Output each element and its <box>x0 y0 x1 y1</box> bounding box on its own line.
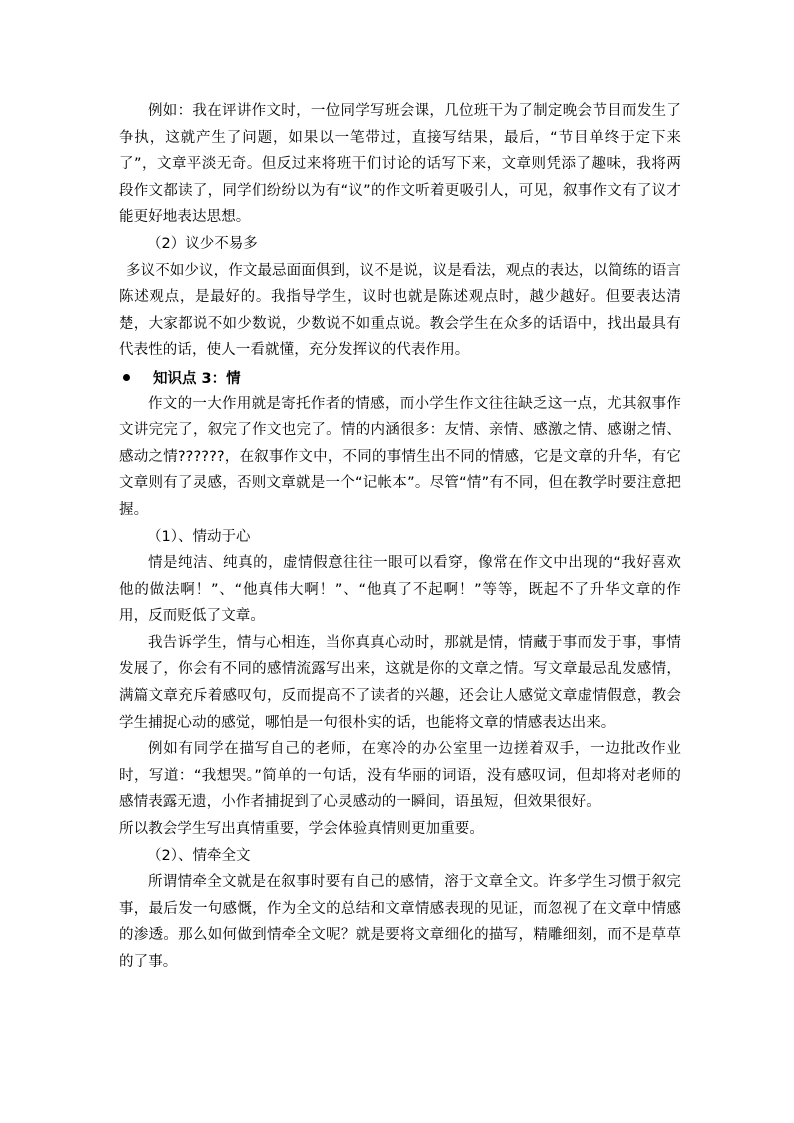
knowledge-point-3-label: 知识点 3：情 <box>153 370 241 387</box>
paragraph-teacher-example: 例如有同学在描写自己的老师，在寒冷的办公室里一边搓着双手，一边批改作业时，写道：“我想哭。”简单的一句话，没有华丽的词语，没有感叹词，但却将对老师的感情表露无遗，小作者捕捉到了心灵感动的一瞬间，语虽短，但效果很好。 <box>119 741 681 811</box>
knowledge-point-3-heading <box>119 364 681 391</box>
subheading-emotion-from-heart: （1）、情动于心 <box>147 528 251 545</box>
subheading-less-discussion: （2）议少不易多 <box>147 235 258 252</box>
subheading-emotion-throughout: （2）、情牵全文 <box>147 847 251 864</box>
paragraph-sincere-emotion: 情是纯洁、纯真的，虚情假意往往一眼可以看穿，像常在作文中出现的“我好喜欢他的做法啊！”、“他真伟大啊！”、“他真了不起啊！”等等，既起不了升华文章的作用，反而贬低了文章。 <box>119 555 681 625</box>
document-body <box>119 98 681 976</box>
paragraph-less-discussion: 多议不如少议，作文最忌面面俱到，议不是说，议是看法，观点的表达，以简练的语言陈述观点，是最好的。我指导学生，议时也就是陈述观点时，越少越好。但要表达清楚，大家都说不如少数说，少数说不如重点说。教会学生在众多的话语中，找出最具有代表性的话，使人一看就懂，充分发挥议的代表作用。 <box>119 262 681 359</box>
paragraph-emotion-throughout: 所谓情牵全文就是在叙事时要有自己的感情，溶于文章全文。许多学生习惯于叙完事，最后发一句感慨，作为全文的总结和文章情感表现的见证，而忽视了在文章中情感的渗透。那么如何做到情牵全文呢？就是要将文章细化的描写，精雕细刻，而不是草草的了事。 <box>119 874 681 970</box>
paragraph-true-emotion-summary: 所以教会学生写出真情重要，学会体验真情则更加重要。 <box>119 821 484 838</box>
paragraph-example-class-meeting: 例如：我在评讲作文时，一位同学写班会课，几位班干为了制定晚会节目而发生了争执，这就产生了问题，如果以一笔带过，直接写结果，最后，“节目单终于定下来了”，文章平淡无奇。但反过来将班干们讨论的话写下来，文章则凭添了趣味，我将两段作文都读了，同学们纷纷以为有“议”的作文听着更吸引人，可见，叙事作文有了议才能更好地表达思想。 <box>119 103 681 226</box>
bullet-dot-icon <box>123 374 130 381</box>
paragraph-emotion-intro: 作文的一大作用就是寄托作者的情感，而小学生作文往往缺乏这一点，尤其叙事作文讲完完了，叙完了作文也完了。情的内涵很多：友情、亲情、感激之情、感谢之情、感动之情??????，在叙事作文中，不同的事情生出不同的情感，它是文章的升华，有它文章则有了灵感，否则文章就是一个“记帐本”。尽管“情”有不同，但在教学时要注意把握。 <box>119 395 681 518</box>
paragraph-emotion-and-heart: 我告诉学生，情与心相连，当你真真心动时，那就是情，情藏于事而发于事，事情发展了，你会有不同的感情流露写出来，这就是你的文章之情。写文章最忌乱发感情，满篇文章充斥着感叹句，反而提高不了读者的兴趣，还会让人感觉文章虚情假意，教会学生捕捉心动的感觉，哪怕是一句很朴实的话，也能将文章的情感表达出来。 <box>119 634 681 731</box>
